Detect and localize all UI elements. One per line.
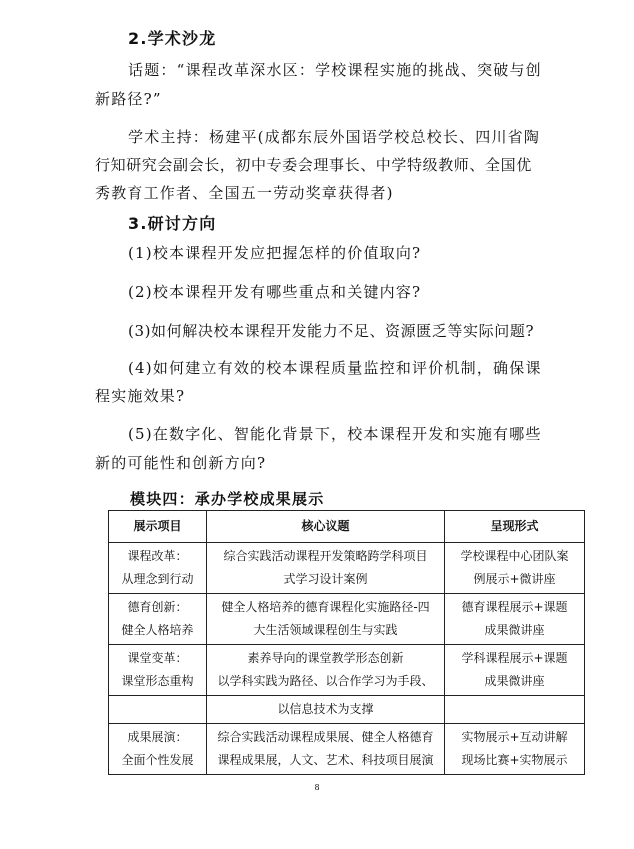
cell-topic: 素养导向的课堂教学形态创新 以学科实践为路径、以合作学习为手段、 <box>207 645 445 696</box>
table-row <box>109 543 585 594</box>
cell-form <box>445 696 585 724</box>
question-1: (1)校本课程开发应把握怎样的价值取向? <box>128 244 422 262</box>
question-4-line-2: 程实施效果? <box>95 387 186 405</box>
table-row <box>109 724 585 775</box>
topic-line-1: 话题：“课程改革深水区：学校课程实施的挑战、突破与创 <box>128 61 542 79</box>
cell-topic: 综合实践活动课程开发策略跨学科项目 式学习设计案例 <box>207 543 445 594</box>
cell-topic: 健全人格培养的德育课程化实施路径-四 大生活领域课程创生与实践 <box>207 594 445 645</box>
cell-item: 成果展演： 全面个性发展 <box>109 724 207 775</box>
page-number: 8 <box>314 783 320 792</box>
table-header-row <box>109 511 585 543</box>
table-row <box>109 645 585 696</box>
cell-item <box>109 696 207 724</box>
cell-item: 德育创新： 健全人格培养 <box>109 594 207 645</box>
cell-item: 课堂变革： 课堂形态重构 <box>109 645 207 696</box>
topic-line-2: 新路径?” <box>95 90 162 108</box>
host-line-3: 秀教育工作者、全国五一劳动奖章获得者) <box>95 184 394 202</box>
cell-form: 实物展示+互动讲解 现场比赛+实物展示 <box>445 724 585 775</box>
cell-form: 德育课程展示+课题 成果微讲座 <box>445 594 585 645</box>
table-row <box>109 696 585 724</box>
question-5-line-2: 新的可能性和创新方向? <box>95 454 267 472</box>
question-4-line-1: (4)如何建立有效的校本课程质量监控和评价机制，确保课 <box>128 359 542 377</box>
section-2-heading: 2.学术沙龙 <box>128 29 217 48</box>
cell-item: 课程改革： 从理念到行动 <box>109 543 207 594</box>
module-4-heading: 模块四：承办学校成果展示 <box>130 490 325 508</box>
column-header-item: 展示项目 <box>109 511 207 543</box>
column-header-topic: 核心议题 <box>207 511 445 543</box>
question-3: (3)如何解决校本课程开发能力不足、资源匮乏等实际问题? <box>128 322 535 340</box>
section-3-heading: 3.研讨方向 <box>128 214 217 233</box>
host-line-1: 学术主持：杨建平(成都东辰外国语学校总校长、四川省陶 <box>128 128 541 146</box>
cell-topic: 以信息技术为支撑 <box>207 696 445 724</box>
question-2: (2)校本课程开发有哪些重点和关键内容? <box>128 283 422 301</box>
question-5-line-1: (5)在数字化、智能化背景下，校本课程开发和实施有哪些 <box>128 425 542 443</box>
cell-topic: 综合实践活动课程成果展、健全人格德育 课程成果展，人文、艺术、科技项目展演 <box>207 724 445 775</box>
table-row <box>109 594 585 645</box>
column-header-form: 呈现形式 <box>445 511 585 543</box>
results-table <box>108 510 585 775</box>
host-line-2: 行知研究会副会长，初中专委会理事长、中学特级教师、全国优 <box>95 156 532 174</box>
cell-form: 学科课程展示+课题 成果微讲座 <box>445 645 585 696</box>
cell-form: 学校课程中心团队案 例展示+微讲座 <box>445 543 585 594</box>
